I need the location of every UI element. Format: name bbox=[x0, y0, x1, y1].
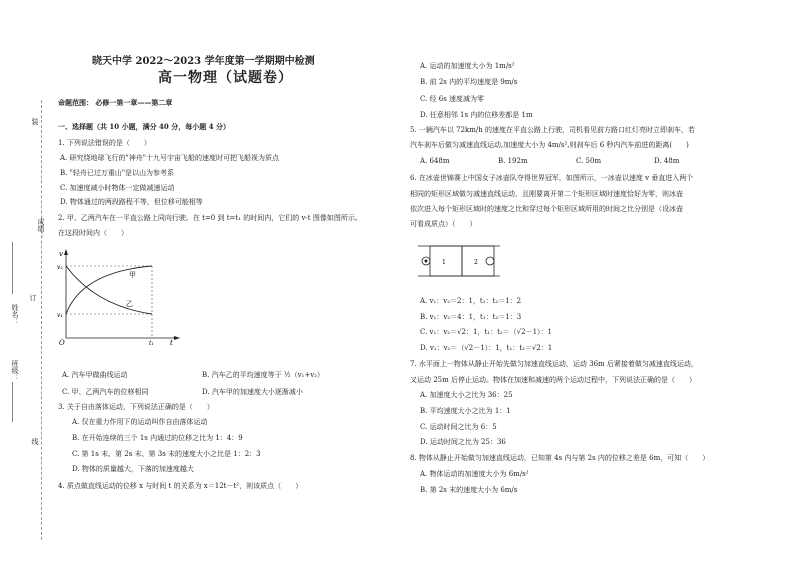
q7-stem-line1: 7. 水平面上一物体从静止开始先做匀加速直线运动，运动 36m 后紧接着做匀减速直线运动， bbox=[410, 360, 698, 368]
paper-title: 高一物理（试题卷） bbox=[158, 70, 293, 86]
v2-label: v₂ bbox=[57, 264, 63, 271]
yi-label: 乙 bbox=[126, 300, 133, 308]
curve-jia bbox=[66, 266, 152, 314]
q4-option-a: A. 运动的加速度大小为 1m/s² bbox=[420, 62, 515, 70]
t-axis-arrow bbox=[174, 336, 180, 340]
curling-stone-start-handle bbox=[425, 260, 428, 263]
q7-option-b: B. 平均速度大小之比为 1：1 bbox=[420, 407, 511, 415]
q3-option-a: A. 仅在重力作用下的运动叫作自由落体运动 bbox=[72, 418, 208, 426]
seal-mark: 装 bbox=[31, 118, 39, 125]
binding-mark: 订 bbox=[29, 294, 37, 301]
q7-option-d: D. 运动时间之比为 25：36 bbox=[420, 438, 506, 446]
score-label: 成绩： bbox=[37, 218, 45, 239]
q8-option-b: B. 第 2s 末的速度大小为 6m/s bbox=[420, 486, 518, 494]
q2-option-d: D. 汽车甲的加速度大小逐渐减小 bbox=[202, 388, 303, 396]
q6-option-a: A. v₁：v₂＝2：1，t₁：t₂＝1：2 bbox=[420, 297, 522, 305]
exam-title: 晓天中学 2022～2023 学年度第一学期期中检测 bbox=[92, 56, 315, 67]
jia-label: 甲 bbox=[129, 271, 136, 279]
curling-figure bbox=[418, 242, 500, 280]
q5-option-a: A. 648m bbox=[420, 157, 450, 165]
q4-stem: 4. 质点做直线运动的位移 x 与时间 t 的关系为 x＝12t－t²，则该质点（ ） bbox=[58, 482, 303, 490]
q4-option-b: B. 前 2s 内的平均速度是 9m/s bbox=[420, 78, 518, 86]
v-axis-label: v bbox=[59, 250, 63, 258]
q6-option-c: C. v₁：v₂＝√2：1，t₁：t₂＝（√2－1）：1 bbox=[420, 328, 553, 336]
name-label: 姓名： bbox=[11, 304, 19, 325]
q2-stem-line2: 在这段时间内（ ） bbox=[58, 229, 128, 237]
class-underline bbox=[12, 382, 13, 422]
q2-option-a: A. 汽车甲做曲线运动 bbox=[62, 371, 128, 379]
q7-option-a: A. 加速度大小之比为 36：25 bbox=[420, 391, 513, 399]
region-2 bbox=[462, 246, 494, 276]
q1-option-d: D. 物体通过的两段路程不等，但位移可能相等 bbox=[60, 198, 203, 206]
t-axis-label: t bbox=[170, 339, 173, 346]
q5-option-c: C. 50m bbox=[576, 157, 602, 165]
curling-stone-end bbox=[486, 257, 494, 265]
q1-option-c: C. 加速度减小时物体一定做减速运动 bbox=[60, 184, 175, 192]
q5-stem-line2: 汽车刹车后做匀减速直线运动,加速度大小为 4m/s²,则刹车后 6 秒内汽车前进的距离( ) bbox=[410, 141, 689, 149]
section-heading: 一、选择题（共 10 小题，满分 40 分，每小题 4 分） bbox=[58, 122, 230, 131]
origin-label: O bbox=[59, 339, 65, 346]
region-1-label: 1 bbox=[442, 259, 446, 266]
q3-option-b: B. 在开始连续的三个 1s 内通过的位移之比为 1：4：9 bbox=[72, 434, 243, 442]
q6-option-d: D. v₁：v₂＝（√2－1）：1，t₁：t₂＝√2：1 bbox=[420, 344, 553, 352]
q2-option-c: C. 甲、乙两汽车的位移相同 bbox=[62, 388, 149, 396]
q6-stem-line2: 相同的矩形区域做匀减速直线运动，且刚要离开第二个矩形区域时速度恰好为零，则冰壶 bbox=[410, 190, 683, 198]
q5-option-d: D. 48m bbox=[654, 157, 680, 165]
scope-line: 命题范围： 必修一第一章——第二章 bbox=[58, 98, 173, 107]
v1-label: v₁ bbox=[57, 312, 63, 319]
region-2-label: 2 bbox=[474, 259, 478, 266]
q1-option-b: B. "轻舟已过万重山"是以山为参考系 bbox=[60, 169, 175, 177]
binding-line bbox=[41, 100, 42, 540]
q3-option-d: D. 物体的质量越大，下落的加速度越大 bbox=[72, 465, 194, 473]
q6-stem-line3: 依次进入每个矩形区域时的速度之比和穿过每个矩形区域所用的时间之比分别是（设冰壶 bbox=[410, 205, 683, 213]
q2-option-b: B. 汽车乙的平均速度等于 ½（v₁+v₂） bbox=[202, 371, 324, 379]
q8-stem: 8. 物体从静止开始做匀加速直线运动，已知第 4s 内与第 2s 内的位移之差是 6m，可知（ ） bbox=[410, 454, 710, 462]
q3-stem: 3. 关于自由落体运动，下列说法正确的是（ ） bbox=[58, 403, 214, 411]
q7-option-c: C. 运动时间之比为 6：5 bbox=[420, 423, 497, 431]
q4-option-c: C. 经 6s 速度减为零 bbox=[420, 95, 485, 103]
name-underline bbox=[12, 242, 13, 294]
q8-option-a: A. 物体运动的加速度大小为 6m/s² bbox=[420, 470, 529, 478]
q6-stem-line1: 6. 在冰壶世锦赛上中国女子冰壶队夺得世界冠军，如图所示，一冰壶以速度 v 垂直进入两个 bbox=[410, 174, 694, 182]
curve-yi bbox=[66, 266, 152, 314]
vt-graph bbox=[56, 246, 184, 346]
q4-option-d: D. 任意相邻 1s 内的位移差都是 1m bbox=[420, 111, 533, 119]
line-mark: 线 bbox=[31, 438, 39, 445]
q1-stem: 1. 下列说法错误的是（ ） bbox=[58, 139, 151, 147]
q6-option-b: B. v₁：v₂＝4：1，t₁：t₂＝1：3 bbox=[420, 313, 522, 321]
q5-option-b: B. 192m bbox=[498, 157, 528, 165]
q2-stem-line1: 2. 甲、乙两汽车在一平直公路上同向行驶。在 t=0 到 t=t₁ 的时间内，它们的 v-t 图像如图所示。 bbox=[58, 214, 362, 222]
v-axis-arrow bbox=[64, 249, 68, 255]
q6-stem-line4: 可看成质点）（ ） bbox=[410, 220, 477, 228]
q7-stem-line2: 又运动 25m 后停止运动。物体在加速和减速的两个运动过程中，下列说法正确的是（ ） bbox=[410, 376, 696, 384]
class-label: 班级： bbox=[11, 360, 19, 381]
q1-option-a: A. 研究绕地球飞行的"神舟"十九号宇宙飞船的速度时可把飞船视为质点 bbox=[60, 154, 279, 162]
q3-option-c: C. 第 1s 末、第 2s 末、第 3s 末的速度大小之比是 1：2：3 bbox=[72, 450, 261, 458]
region-1 bbox=[430, 246, 462, 276]
t1-label: t₁ bbox=[149, 340, 154, 346]
q5-stem-line1: 5. 一辆汽车以 72km/h 的速度在平直公路上行驶，司机看见前方路口红灯亮时立即刹车，若 bbox=[410, 126, 696, 134]
